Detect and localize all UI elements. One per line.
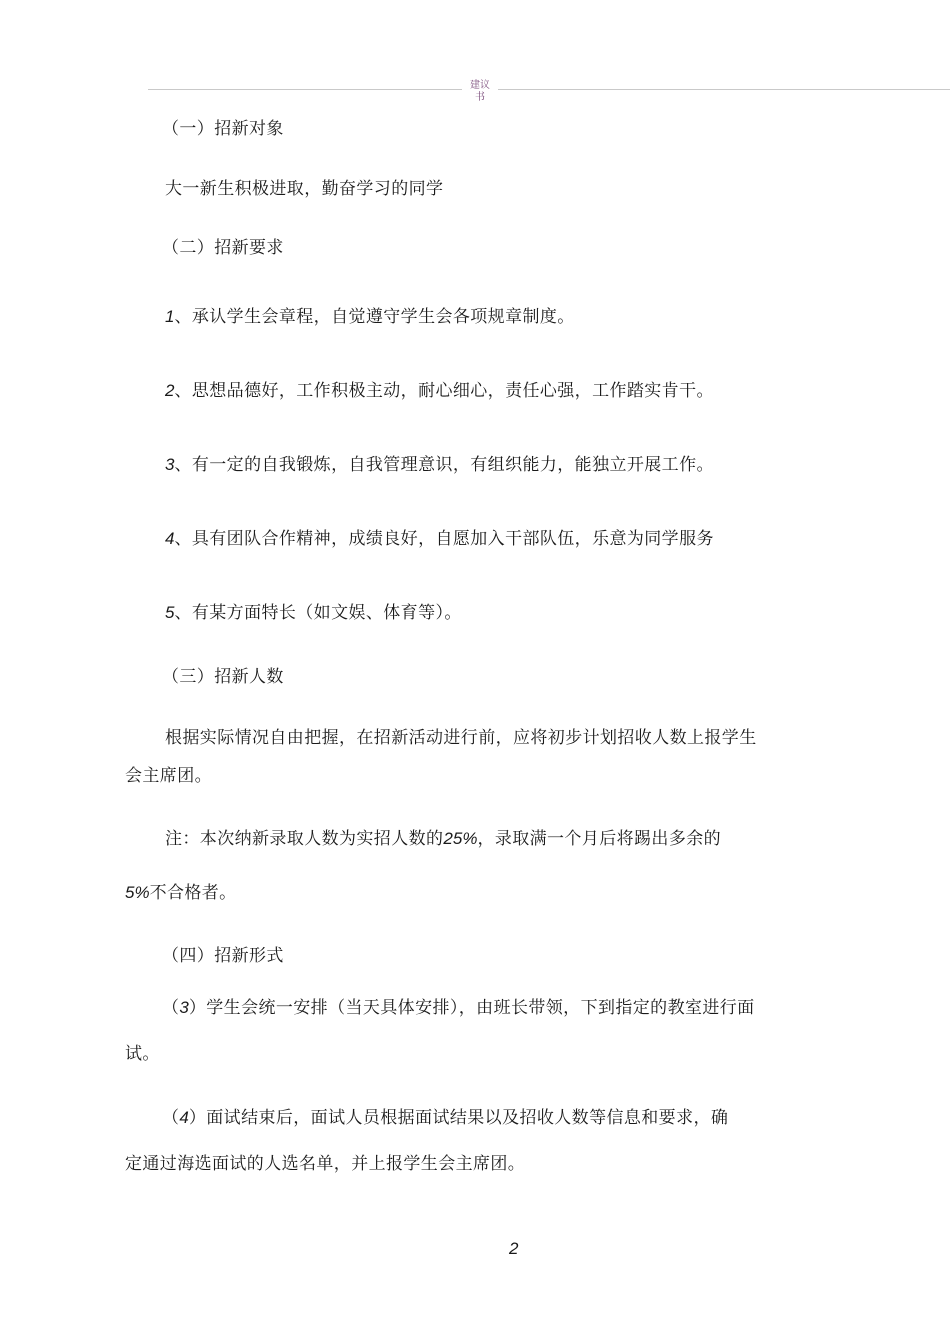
format-item-open-paren: （ — [162, 1108, 180, 1128]
format-item-number: 3 — [179, 998, 189, 1017]
format-item-text: ）面试结束后，面试人员根据面试结果以及招收人数等信息和要求，确 — [188, 1108, 729, 1128]
requirement-number: 2 — [165, 381, 175, 400]
requirement-text: 、有某方面特长（如文娱、体育等）。 — [174, 603, 462, 623]
section-heading-format: （四）招新形式 — [162, 946, 284, 966]
format-item-3-line2: 试。 — [125, 1044, 160, 1064]
requirement-text: 、具有团队合作精神，成绩良好，自愿加入干部队伍，乐意为同学服务 — [174, 529, 714, 549]
requirement-item-5 — [165, 602, 462, 624]
requirement-text: 、思想品德好，工作积极主动，耐心细心，责任心强，工作踏实肯干。 — [174, 381, 714, 401]
format-item-3-line1 — [162, 997, 755, 1019]
requirement-item-1 — [165, 306, 575, 328]
requirement-text: 、有一定的自我锻炼，自我管理意识，有组织能力，能独立开展工作。 — [174, 455, 714, 475]
requirement-number: 4 — [165, 529, 175, 548]
header-label-line2: 书 — [475, 92, 485, 103]
note-middle: ，录取满一个月后将踢出多余的 — [477, 829, 722, 849]
note-suffix: 不合格者。 — [149, 883, 237, 903]
section-heading-count: （三）招新人数 — [162, 667, 284, 687]
target-body: 大一新生积极进取，勤奋学习的同学 — [165, 179, 444, 199]
requirement-number: 1 — [165, 307, 175, 326]
requirement-item-3 — [165, 454, 714, 476]
format-item-open-paren: （ — [162, 998, 180, 1018]
requirement-item-2 — [165, 380, 714, 402]
header-label — [462, 80, 498, 104]
count-body-line2: 会主席团。 — [125, 766, 212, 786]
note-prefix: 注：本次纳新录取人数为实招人数的 — [165, 829, 444, 849]
header-label-line1: 建议 — [470, 80, 490, 91]
requirement-item-4 — [165, 528, 714, 550]
format-item-4-line1 — [162, 1107, 728, 1129]
section-heading-target: （一）招新对象 — [162, 119, 284, 139]
count-note-line2 — [125, 882, 237, 904]
note-percent-5: 5% — [125, 883, 150, 902]
note-percent-25: 25% — [443, 829, 478, 848]
section-heading-requirements: （二）招新要求 — [162, 238, 284, 258]
requirement-number: 5 — [165, 603, 175, 622]
requirement-text: 、承认学生会章程，自觉遵守学生会各项规章制度。 — [174, 307, 575, 327]
page-number: 2 — [509, 1239, 519, 1258]
count-note-line1 — [165, 828, 721, 850]
format-item-text: ）学生会统一安排（当天具体安排），由班长带领，下到指定的教室进行面 — [188, 998, 755, 1018]
header-rule — [148, 89, 950, 90]
format-item-number: 4 — [179, 1108, 189, 1127]
format-item-4-line2: 定通过海选面试的人选名单，并上报学生会主席团。 — [125, 1154, 526, 1174]
count-body-line1: 根据实际情况自由把握，在招新活动进行前，应将初步计划招收人数上报学生 — [165, 728, 757, 748]
requirement-number: 3 — [165, 455, 175, 474]
